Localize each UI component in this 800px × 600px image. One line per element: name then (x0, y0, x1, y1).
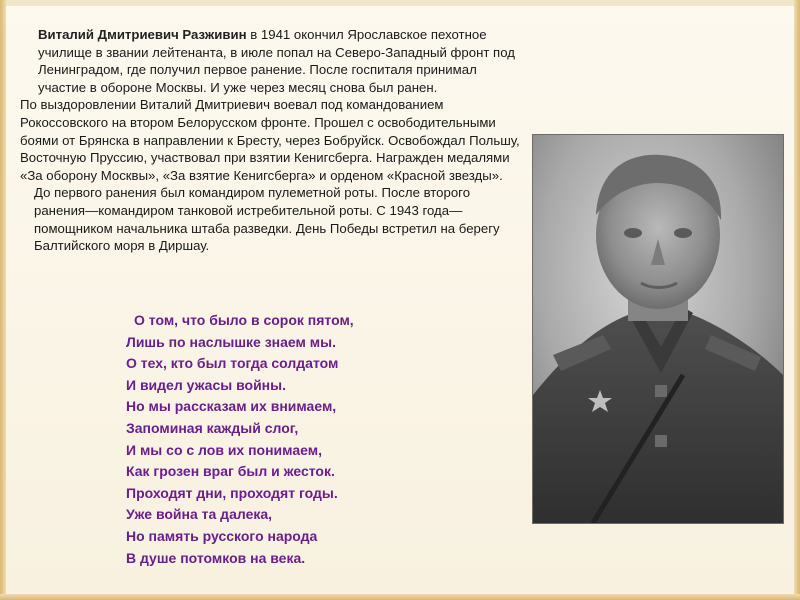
bio-paragraph-1 (20, 26, 520, 96)
soldier-name: Виталий Дмитриевич Разживин (38, 27, 247, 42)
poem-line: Как грозен враг был и жесток. (126, 463, 335, 480)
right-eye (674, 228, 692, 238)
poem-line: Но мы рассказам их внимаем, (126, 398, 337, 415)
slide-border-left (0, 0, 6, 600)
poem-line: Уже война та далека, (126, 506, 273, 523)
poem-line: И видел ужасы войны. (126, 376, 286, 393)
poem-line: Лишь по наслышке знаем мы. (126, 333, 336, 350)
bio-paragraph-1-text: в 1941 окончил Ярославское пехотное училище в звании лейтенанта, в июле попал на Северо-Западный фронт под Ленинградом, где получил первое ранение. После госпиталя принимал участие в обороне Москвы. И уже через месяц снова был ранен. (38, 27, 515, 95)
bio-paragraph-3: До первого ранения был командиром пулеметной роты. После второго ранения—командиром танковой истребительной роты. С 1943 года—помощником начальника штаба разведки. День Победы встретил на берегу Балтийского моря в Диршау. (34, 185, 500, 254)
portrait-illustration (533, 135, 783, 523)
poem (126, 310, 466, 569)
poem-line: И мы со с лов их понимаем, (126, 441, 322, 458)
poem-line: Но память русского народа (126, 527, 318, 544)
soldier-portrait-photo (532, 134, 784, 524)
slide-border-right (794, 0, 800, 600)
poem-line: Проходят дни, проходят годы. (126, 484, 338, 501)
poem-line: О том, что было в сорок пятом, (134, 312, 354, 328)
bio-paragraph-2: По выздоровлении Виталий Дмитриевич воевал под командованием Рокоссовского на втором Белорусском фронте. Прошел с освободительными боями от Брянска в направлении к Бресту, через Бобруйск. Освобождал Польшу, Восточную Пруссию, участвовал при взятии Кенигсберга. Награжден медалями «За оборону Москвы», «За взятие Кенигсберга» и орденом «Красной звезды». (20, 97, 520, 183)
tunic-button (655, 435, 667, 447)
poem-line: Запоминая каждый слог, (126, 419, 299, 436)
poem-line: В душе потомков на века. (126, 549, 306, 566)
tunic-button (655, 385, 667, 397)
biography-text (20, 26, 520, 255)
left-eye (624, 228, 642, 238)
poem-line: О тех, кто был тогда солдатом (126, 355, 339, 372)
slide-border-bottom (0, 594, 800, 600)
